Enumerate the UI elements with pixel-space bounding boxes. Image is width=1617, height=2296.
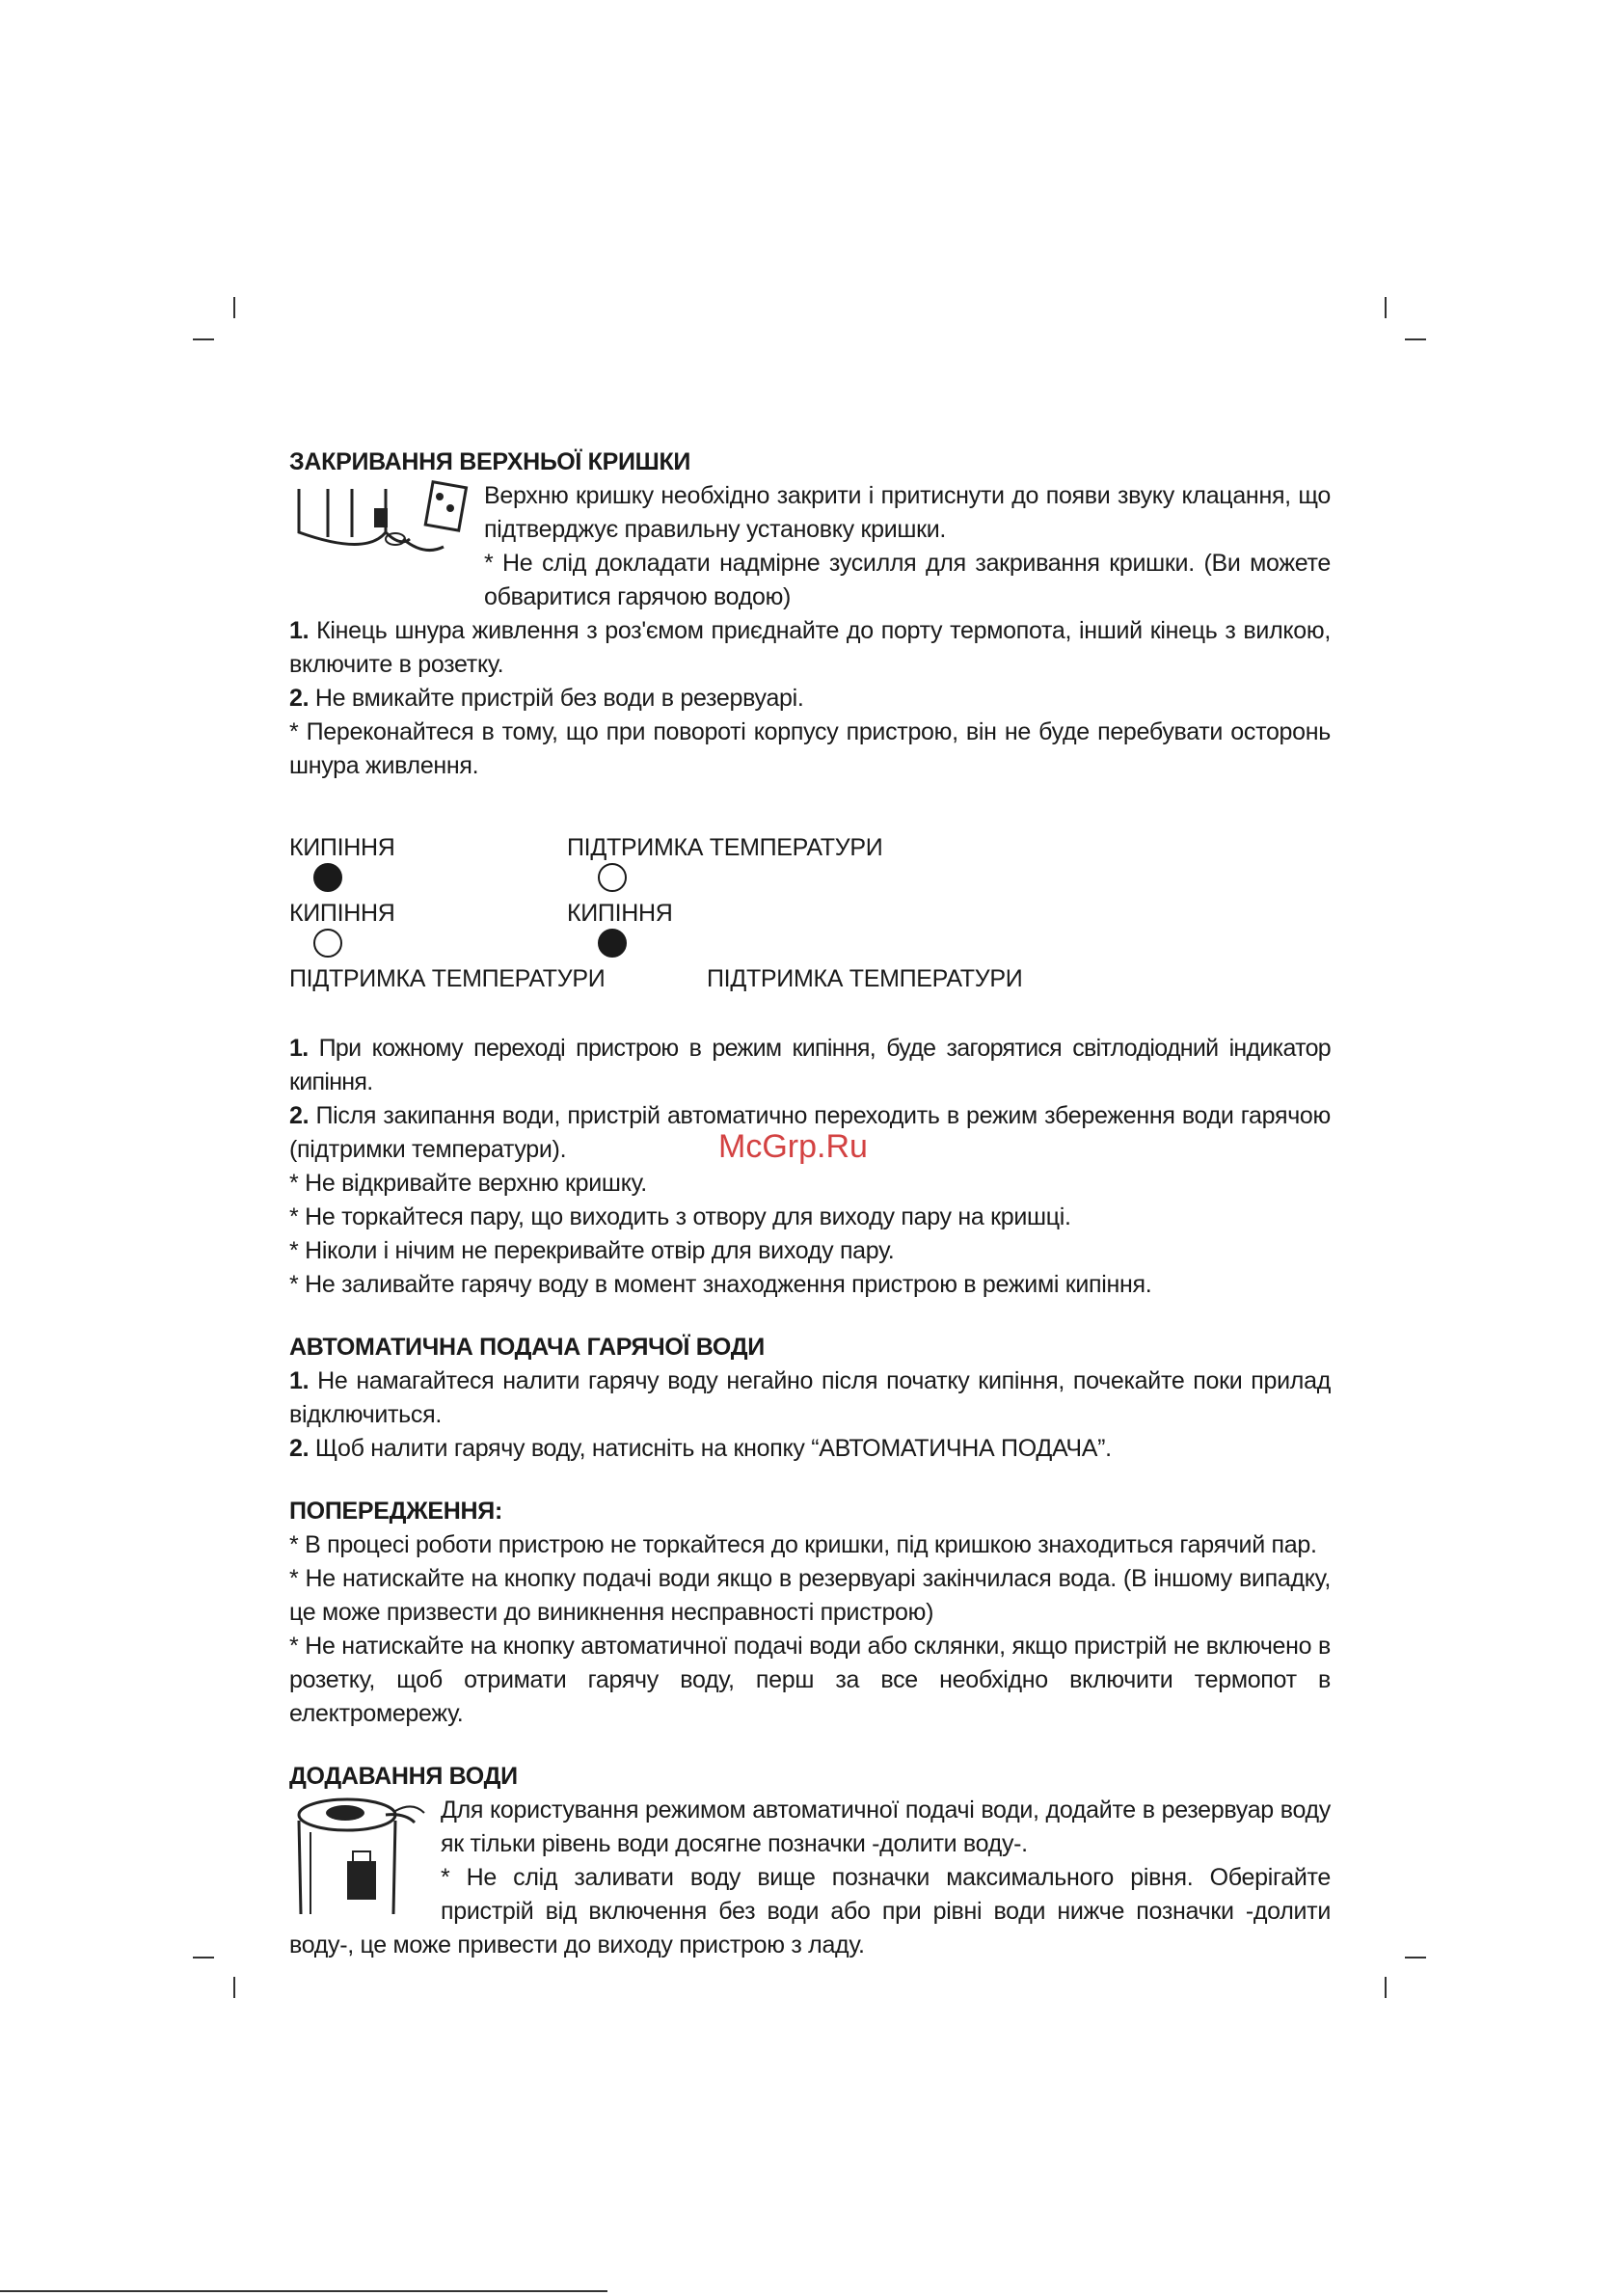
- lid-item-1-number: 1.: [289, 617, 310, 644]
- boiling-item-2: [289, 1099, 1331, 1167]
- boiling-note: * Не торкайтеся пару, що виходить з отвору для виходу пару на кришці.: [289, 1203, 1071, 1230]
- crop-mark: [233, 297, 235, 318]
- boiling-note: * Не відкривайте верхню кришку.: [289, 1170, 647, 1197]
- boiling-led-on-icon: [313, 863, 342, 892]
- lid-warning-text: * Не слід докладати надмірне зусилля для закривання кришки. (Ви можете обваритися гарячою водою): [484, 550, 1331, 610]
- auto-feed-item-1: [289, 1364, 1331, 1432]
- thermopot-icon: [289, 1794, 429, 1929]
- lid-item-1-text: Кінець шнура живлення з роз'ємом приєднайте до порту термопота, інший кінець з вилкою, включите в розетку.: [289, 617, 1331, 678]
- footer-divider: [0, 2290, 607, 2292]
- lid-item-2-text: Не вмикайте пристрій без води в резервуарі.: [314, 685, 804, 712]
- adding-water-warning: * Не слід заливати воду вище позначки максимального рівня. Оберігайте пристрій від включення без води або при рівні води нижче позначки -долити воду-, це може привести до виходу пристрою з ладу.: [289, 1864, 1331, 1958]
- boiling-item-2-text: Після закипання води, пристрій автоматично переходить в режим збереження води гарячою (підтримки температури).: [289, 1102, 1331, 1163]
- section-title-auto-feed: АВТОМАТИЧНА ПОДАЧА ГАРЯЧОЇ ВОДИ: [289, 1334, 765, 1361]
- thermopot-plug-icon: [289, 479, 472, 585]
- boiling-item-2-number: 2.: [289, 1102, 310, 1129]
- auto-feed-item-2-number: 2.: [289, 1435, 310, 1462]
- crop-mark: [193, 338, 214, 340]
- boiling-led-off-icon: [313, 929, 342, 958]
- indicator-label-keep-warm: ПІДТРИМКА ТЕМПЕРАТУРИ: [567, 834, 883, 861]
- warning-note: * Не натискайте на кнопку автоматичної подачі води або склянки, якщо пристрій не включено в розетку, щоб отримати гарячу воду, перш за все необхідно включити термопот в електромережу.: [289, 1633, 1331, 1727]
- lid-item-2: [289, 682, 1331, 716]
- indicator-label-boiling-2: КИПІННЯ: [289, 900, 395, 927]
- indicator-diagram: [289, 831, 1331, 1014]
- boiling-note: * Ніколи і нічим не перекривайте отвір для виходу пару.: [289, 1237, 895, 1264]
- warning-note: * Не натискайте на кнопку подачі води якщо в резервуарі закінчилася вода. (В іншому випадку, це може призвести до виникнення несправності пристрою): [289, 1565, 1331, 1626]
- boiling-note: * Не заливайте гарячу воду в момент знаходження пристрою в режимі кипіння.: [289, 1271, 1152, 1298]
- adding-water-block: [289, 1794, 1331, 1962]
- document-body: [289, 446, 1331, 1962]
- indicator-label-boiling-3: КИПІННЯ: [567, 900, 673, 927]
- lid-note: * Переконайтеся в тому, що при повороті корпусу пристрою, він не буде перебувати осторонь шнура живлення.: [289, 718, 1331, 779]
- crop-mark: [1405, 338, 1426, 340]
- section-title-lid: ЗАКРИВАННЯ ВЕРХНЬОЇ КРИШКИ: [289, 448, 691, 475]
- warning-note: * В процесі роботи пристрою не торкайтеся до кришки, під кришкою знаходиться гарячий пар.: [289, 1531, 1317, 1558]
- lid-item-2-number: 2.: [289, 685, 310, 712]
- crop-mark: [1385, 297, 1387, 318]
- indicator-label-keep-warm-2: ПІДТРИМКА ТЕМПЕРАТУРИ: [289, 965, 606, 992]
- crop-mark: [1405, 1957, 1426, 1958]
- auto-feed-item-1-number: 1.: [289, 1367, 310, 1394]
- keep-warm-led-off-icon: [598, 863, 627, 892]
- adding-water-intro: Для користування режимом автоматичної подачі води, додайте в резервуар воду як тільки рівень води досягне позначки -долити воду-.: [441, 1796, 1331, 1857]
- crop-mark: [1385, 1977, 1387, 1998]
- indicator-label-keep-warm-3: ПІДТРИМКА ТЕМПЕРАТУРИ: [707, 965, 1023, 992]
- lid-item-1: [289, 614, 1331, 682]
- boiling-item-1-number: 1.: [289, 1035, 309, 1062]
- boiling-item-1: [289, 1032, 1331, 1099]
- keep-warm-led-on-icon: [598, 929, 627, 958]
- lid-intro-text: Верхню кришку необхідно закрити і притиснути до появи звуку клацання, що підтверджує правильну установку кришки.: [484, 482, 1331, 543]
- auto-feed-item-1-text: Не намагайтеся налити гарячу воду негайно після початку кипіння, почекайте поки прилад відключиться.: [289, 1367, 1331, 1428]
- auto-feed-item-2: [289, 1432, 1331, 1466]
- boiling-item-1-text: При кожному переході пристрою в режим кипіння, буде загорятися світлодіодний індикатор кипіння.: [289, 1035, 1331, 1095]
- crop-mark: [193, 1957, 214, 1958]
- watermark: McGrp.Ru: [718, 1128, 868, 1165]
- crop-mark: [233, 1977, 235, 1998]
- auto-feed-item-2-text: Щоб налити гарячу воду, натисніть на кнопку “АВТОМАТИЧНА ПОДАЧА”.: [314, 1435, 1112, 1462]
- section-title-warnings: ПОПЕРЕДЖЕННЯ:: [289, 1498, 502, 1525]
- section-title-adding-water: ДОДАВАННЯ ВОДИ: [289, 1763, 518, 1790]
- lid-intro-block: [289, 479, 1331, 614]
- indicator-label-boiling: КИПІННЯ: [289, 834, 395, 861]
